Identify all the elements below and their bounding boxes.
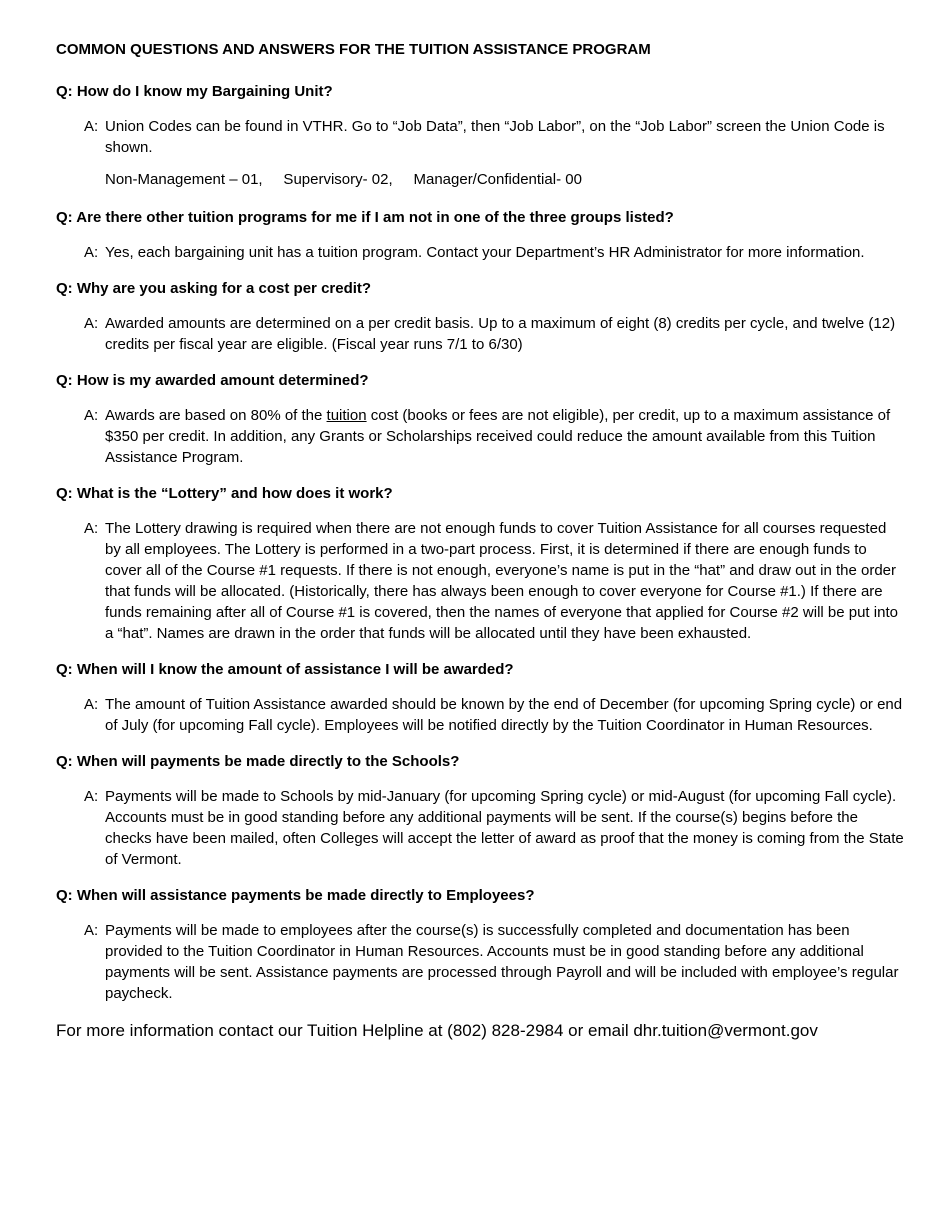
answer-label: A:	[84, 788, 99, 805]
answer	[84, 518, 906, 644]
underlined-word: tuition	[326, 407, 367, 424]
question: Q: When will I know the amount of assistance I will be awarded?	[56, 661, 514, 678]
answer-label: A:	[84, 244, 99, 261]
contact-footer: For more information contact our Tuition Helpline at (802) 828-2984 or email dhr.tuition@vermont.gov	[56, 1021, 818, 1040]
answer-text: The amount of Tuition Assistance awarded should be known by the end of December (for upcoming Spring cycle) or end of July (for upcoming Fall cycle). Employees will be notified directly by the Tuition Coordinator in Human Resources.	[105, 696, 903, 734]
answer-text: Payments will be made to employees after the course(s) is successfully completed and documentation has been provided to the Tuition Coordinator in Human Resources. Accounts must be in good standing before any additional payments will be sent. Assistance payments are processed through Payroll and will be included with employee’s regular paycheck.	[105, 922, 899, 1002]
question: Q: How is my awarded amount determined?	[56, 372, 369, 389]
answer-label: A:	[84, 118, 99, 135]
qa-item	[56, 279, 906, 355]
qa-item	[56, 886, 906, 1004]
answer-label: A:	[84, 696, 99, 713]
qa-item	[56, 371, 906, 468]
answer-label: A:	[84, 520, 99, 537]
answer-text: Union Codes can be found in VTHR. Go to “Job Data”, then “Job Labor”, on the “Job Labor” screen the Union Code is shown.	[105, 118, 885, 156]
question: Q: Are there other tuition programs for me if I am not in one of the three groups listed?	[56, 209, 674, 226]
question: Q: How do I know my Bargaining Unit?	[56, 83, 333, 100]
qa-item	[56, 752, 906, 870]
answer-text: The Lottery drawing is required when there are not enough funds to cover Tuition Assistance for all courses requested by all employees. The Lottery is performed in a two-part process. First, it is determined if there are enough funds to cover all of the Course #1 requests. If there is not enough, everyone’s name is put in the “hat” and draw out in the order that funds will be allocated. (Historically, there has always been enough to cover everyone for Course #1.) If there are funds remaining after all of Course #1 is covered, then the names of everyone that applied for Course #2 will be put into a “hat”. Names are drawn in the order that funds will be allocated until they have been exhausted.	[105, 520, 898, 642]
qa-item	[56, 82, 906, 190]
answer	[84, 116, 906, 158]
answer	[84, 694, 906, 736]
answer	[84, 313, 906, 355]
question: Q: When will payments be made directly to the Schools?	[56, 753, 460, 770]
document-title: COMMON QUESTIONS AND ANSWERS FOR THE TUITION ASSISTANCE PROGRAM	[56, 41, 651, 58]
answer	[84, 242, 906, 263]
question: Q: Why are you asking for a cost per credit?	[56, 280, 372, 297]
answer-text: Payments will be made to Schools by mid-January (for upcoming Spring cycle) or mid-August (for upcoming Fall cycle). Accounts must be in good standing before any additional payments will be sent. If the course(s) begins before the checks have been mailed, often Colleges will accept the letter of award as proof that the money is coming from the State of Vermont.	[105, 788, 904, 868]
qa-item	[56, 208, 906, 263]
answer-label: A:	[84, 315, 99, 332]
answer-text-end: cost (books or fees are not eligible), per credit, up to a maximum assistance of $350 per credit. In addition, any Grants or Scholarships received could reduce the amount available from this Tuition Assistance Program.	[105, 407, 891, 466]
qa-item	[56, 660, 906, 736]
document-page	[56, 40, 906, 1042]
question: Q: When will assistance payments be made directly to Employees?	[56, 887, 535, 904]
answer-text-start: Awards are based on 80% of the	[105, 407, 327, 424]
qa-item	[56, 484, 906, 644]
answer	[84, 786, 906, 870]
answer-label: A:	[84, 922, 99, 939]
answer-text: Awarded amounts are determined on a per credit basis. Up to a maximum of eight (8) credits per cycle, and twelve (12) credits per fiscal year are eligible. (Fiscal year runs 7/1 to 6/30)	[105, 315, 896, 353]
answer-text: Yes, each bargaining unit has a tuition program. Contact your Department’s HR Administrator for more information.	[105, 244, 865, 261]
question: Q: What is the “Lottery” and how does it work?	[56, 485, 393, 502]
answer	[84, 405, 906, 468]
answer	[84, 920, 906, 1004]
answer-label: A:	[84, 407, 99, 424]
union-codes: Non-Management – 01, Supervisory- 02, Manager/Confidential- 00	[105, 171, 582, 188]
